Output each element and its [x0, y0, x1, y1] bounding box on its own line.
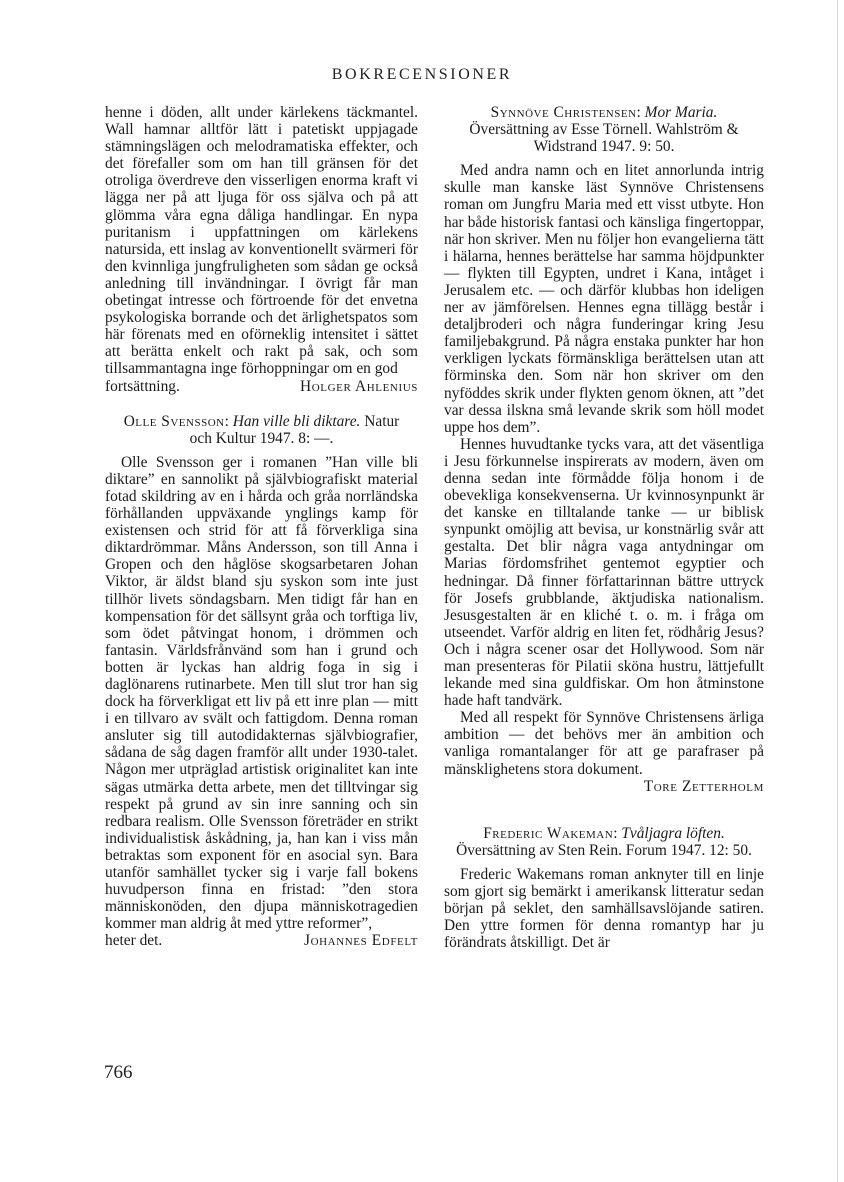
review-paragraph: Med andra namn och en litet annorlunda intrig skulle man kanske läst Synnöve Christensens roman om Jungfru Maria med ett visst utbyte. Hon har både historisk fantasi och känsliga fingertoppar, när hon skriver. Men nu följer hon evangelierna tätt i hälarna, hennes berättelse har samma höjdpunkter — flykten till Egypten, undret i Kana, intåget i Jerusalem etc. — och därför klubbas hon ideligen ner av jämförelsen. Hennes egna tillägg består i detaljbroderi och några funderingar kring Jesu familjebakgrund. På några enstaka punkter har hon verkligen lyckats förmänskliga berättelsen utan att förminska den. Som när hon skriver om den nyföddes skrik under flykten genom öknen, att ”det var dessa ilskna små levande skrik som höll modet uppe hos dem”. [444, 162, 764, 436]
page-number: 766 [104, 1062, 133, 1083]
review-author: Synnöve Christensen [490, 104, 637, 121]
review-body-svensson: Olle Svensson ger i romanen ”Han ville bli diktare” en sannolikt på självbiografiskt material fotad skildring av en i hårda och gråa norrländska förhållanden uppväxande ynglings kamp för existensen och strid för att få förverkliga sina diktardrömmar. Måns Andersson, son till Anna i Gropen och den håglöse skogsarbetaren Johan Viktor, är äldst bland sju syskon som inte just tillhör livets söndagsbarn. Men tidigt får han en kompensation för det sällsynt gråa och torftiga liv, som ödet påtvingat honom, i drömmen och fantasin. Världsfrånvänd som han i grund och botten är lyckas han aldrig foga in sig i daglönarens rutinarbete. Men till slut tror han sig dock ha förverkligat ett liv på ett inre plan — mitt i en tillvaro av svält och fattigdom. Denna roman ansluter sig till autodidakternas självbiografier, sådana de såg dagen framför allt under 1930-talet. Någon mer utpräglad artistisk originalitet kan inte sägas utmärka detta arbete, men det tilltvingar sig respekt på grund av sin inre sanning och sin redbara realism. Olle Svensson företräder en strikt individualistisk åskådning, ja, han kan i viss mån betraktas som exponent för en asocial syn. Bara utanför samhället tycker sig i varje fall bokens huvudperson finna en fristad: ”den stora människonöden, den djupa människotragedien kommer man aldrig åt med yttre reformer”, [105, 453, 418, 933]
signature-edfelt: Johannes Edfelt [303, 932, 418, 950]
review-author: Frederic Wakeman [483, 824, 614, 842]
review-title: Tvåljagra löften. [621, 824, 725, 842]
right-column [444, 104, 764, 951]
continuation-last-line [105, 378, 418, 395]
signature-ahlenius: Holger Ahlenius [300, 377, 418, 395]
page-edge [837, 0, 838, 1182]
review-heading-svensson: Olle Svensson: Han ville bli diktare. Natur och Kultur 1947. 8: —. [123, 412, 400, 447]
review-publisher: Översättning av Esse Törnell. Wahlström & Widstrand 1947. 9: 50. [469, 121, 739, 156]
review-paragraph: Hennes huvudtanke tycks vara, att det väsentliga i Jesu förkunnelse inspirerats av modern, även om denna sedan inte förmådde följa honom i de obevekliga konsekvenserna. Ur kvinnosynpunkt är det kanske en tilltalande tanke — ur biblisk synpunkt omöjlig att bevisa, ur konstnärlig svår att gestalta. Det blir några vaga antydningar om Marias fördomsfrihet gentemot egyptier och hedningar. Då finner författarinnan bättre uttryck för Josefs grubblande, äktjudiska nationalism. Jesusgestalten är en kliché t. o. m. i fråga om utseendet. Varför aldrig en liten fet, rödhårig Jesus? Och i några scener osar det Hollywood. Som när man presenteras för Pilatii sköna hustru, lättjefullt lekande med sina guldfiskar. Om hon åtminstone hade haft tandvärk. [444, 435, 764, 710]
review-last-line-svensson [105, 932, 418, 949]
review-paragraph: Med all respekt för Synnöve Christensens ärliga ambition — det behövs mer än ambition och vanliga romantalanger för att ge parafraser på mänsklighetens stora dokument. [444, 709, 764, 778]
review-publisher: Natur och Kultur 1947. 8: —. [189, 412, 400, 447]
review-body-wakeman: Frederic Wakemans roman anknyter till en linje som gjort sig bemärkt i amerikansk litteratur sedan början på seklet, den samhällsavslöjande satiren. Den yttre formen för denna romantyp har ju förändrats åtskilligt. Det är [444, 865, 764, 952]
left-column [105, 104, 418, 950]
review-title: Mor Maria. [644, 104, 718, 121]
review-last-words: heter det. [105, 932, 163, 950]
review-heading-wakeman: Frederic Wakeman: Tvåljagra löften. Översättning av Sten Rein. Forum 1947. 12: 50. [456, 824, 752, 859]
continuation-text: henne i döden, allt under kärlekens täckmantel. Wall hamnar alltför lätt i patetiskt uppjagade stämningslägen och melodramatiska effekter, och det förefaller som om han till gränsen för det otroliga överdreve den visserligen enorma kraft vi lägga ner på att ljuga för oss själva och på att glömma våra egna dåliga handlingar. En nypa puritanism i uppfattningen om kärlekens natursida, ett inslag av konventionellt svärmeri för den kvinnliga jungfruligheten som sådan ge också anledning till invändningar. I övrigt får man obetingat intresse och förtroende för det envetna psykologiska borrande och det ärlighetspatos som här förenats med en oförneklig intensitet i sättet att berätta enkelt och rakt på sak, och som tillsammantagna inge förhoppningar om en god [105, 104, 418, 378]
review-heading-christensen: Synnöve Christensen: Mor Maria. Översättning av Esse Törnell. Wahlström & Widstrand 1947. 9: 50. [469, 104, 739, 156]
section-gap [444, 795, 764, 809]
signature-zetterholm: Tore Zetterholm [643, 777, 764, 795]
review-title: Han ville bli diktare. [232, 412, 361, 430]
running-header: BOKRECENSIONER [331, 66, 513, 83]
continuation-last-words: fortsättning. [105, 377, 180, 395]
review-author: Olle Svensson [123, 412, 225, 430]
review-publisher: Översättning av Sten Rein. Forum 1947. 12: 50. [456, 841, 752, 859]
